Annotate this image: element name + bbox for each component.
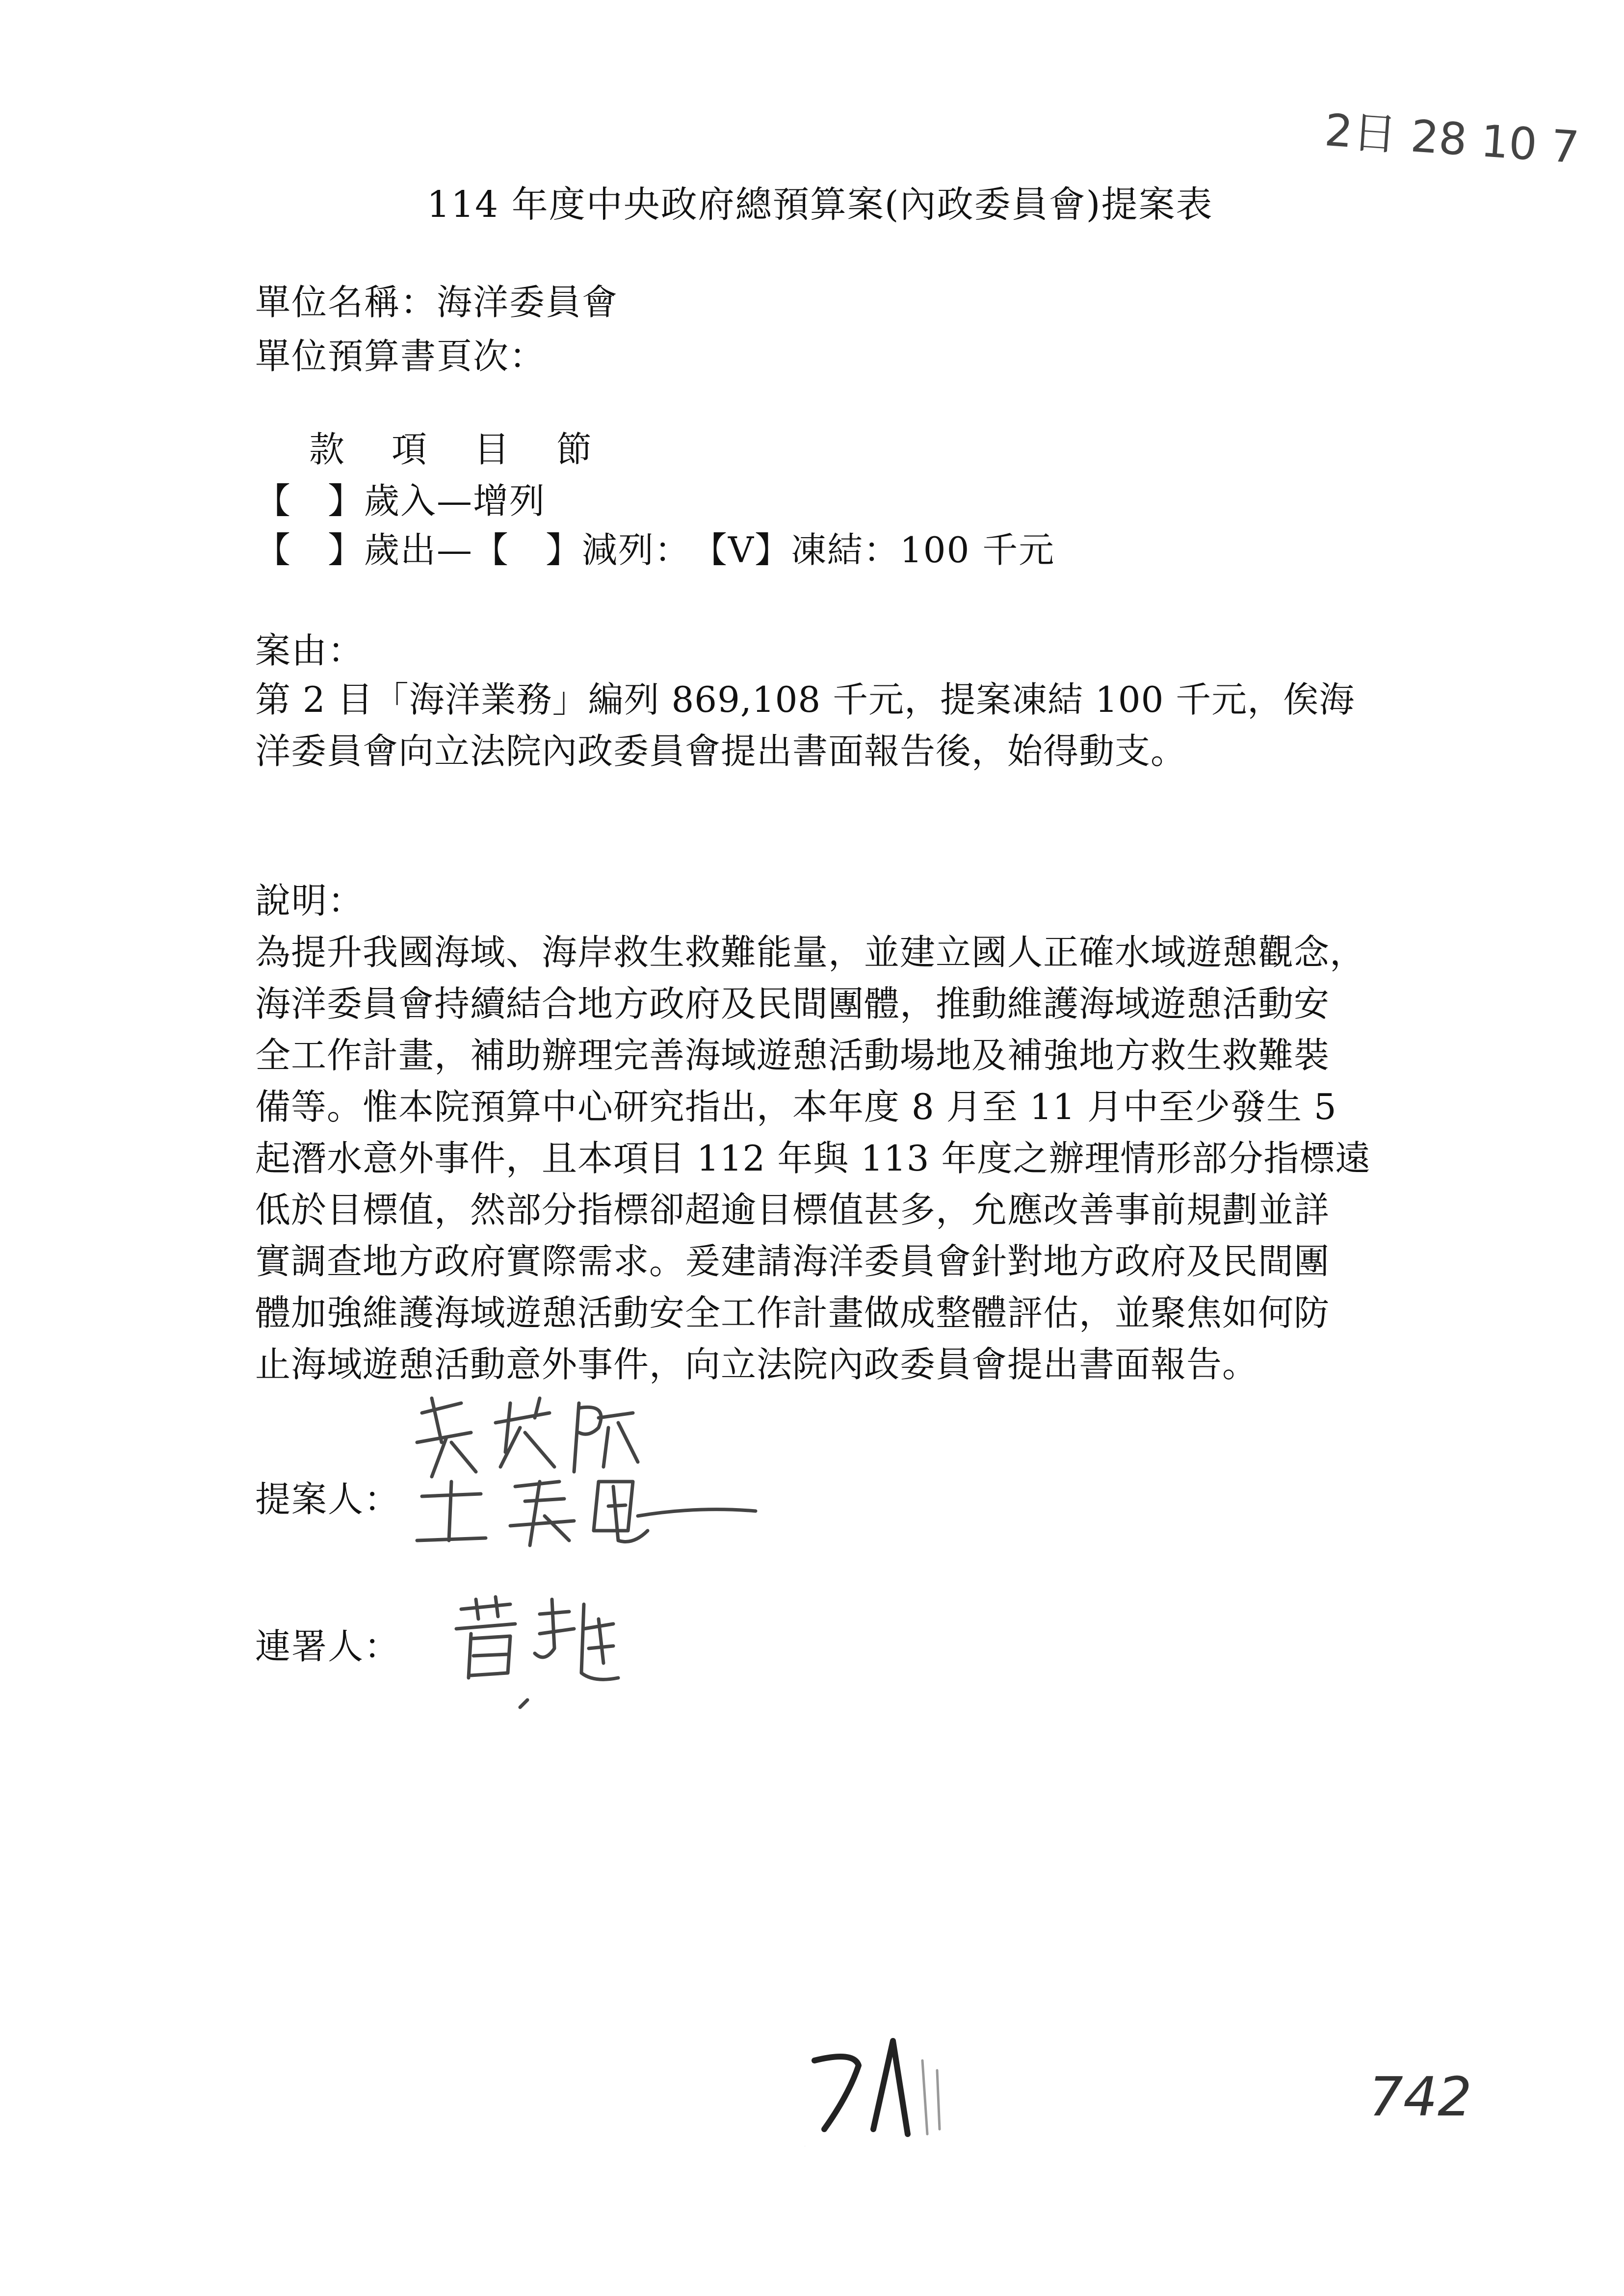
proposer-label: 提案人： (255, 1479, 401, 1520)
explanation-line-4: 備等。惟本院預算中心研究指出，本年度 8 月至 11 月中至少發生 5 (255, 1086, 1337, 1127)
explanation-label: 說明： (255, 880, 365, 921)
explanation-line-8: 體加強維護海域遊憩活動安全工作計畫做成整體評估，並聚焦如何防 (255, 1292, 1330, 1333)
page-title: 114 年度中央政府總預算案(內政委員會)提案表 (427, 183, 1213, 226)
explanation-line-6: 低於目標值，然部分指標卻超逾目標值甚多，允應改善事前規劃並詳 (255, 1189, 1330, 1230)
explanation-line-2: 海洋委員會持續結合地方政府及民間團體，推動維護海域遊憩活動安 (255, 983, 1330, 1024)
revenue-row: 【 】歲入—增列 (255, 480, 546, 522)
category-header: 款 項 目 節 (309, 429, 598, 470)
reason-label: 案由： (255, 630, 365, 671)
cosigner-signature (442, 1590, 648, 1719)
handwritten-page-mark-742: 742 (1369, 2065, 1472, 2128)
handwritten-page-mark-71 (805, 2031, 981, 2151)
reason-line-2: 洋委員會向立法院內政委員會提出書面報告後，始得動支。 (255, 731, 1187, 772)
cosigner-label: 連署人： (255, 1626, 401, 1667)
page-mark-71-text: 71 (805, 2146, 806, 2147)
explanation-line-3: 全工作計畫，補助辦理完善海域遊憩活動場地及補強地方救生救難裝 (255, 1035, 1330, 1076)
handwritten-date-note: 2日 28 10 7 (1323, 104, 1581, 174)
explanation-line-1: 為提升我國海域、海岸救生救難能量，並建立國人正確水域遊憩觀念， (255, 932, 1366, 973)
explanation-line-5: 起潛水意外事件，且本項目 112 年與 113 年度之辦理情形部分指標遠 (255, 1138, 1371, 1179)
reason-line-1: 第 2 目「海洋業務」編列 869,108 千元，提案凍結 100 千元，俟海 (255, 679, 1355, 720)
explanation-line-7: 實調查地方政府實際需求。爰建請海洋委員會針對地方政府及民間團 (255, 1241, 1330, 1282)
unit-budget-page: 單位預算書頁次： (255, 336, 546, 377)
explanation-line-9: 止海域遊憩活動意外事件，向立法院內政委員會提出書面報告。 (255, 1344, 1258, 1385)
proposer-signature (402, 1383, 785, 1552)
unit-name: 單位名稱：海洋委員會 (255, 282, 619, 323)
expenditure-row: 【 】歲出—【 】減列： 【V】凍結：100 千元 (255, 529, 1055, 571)
